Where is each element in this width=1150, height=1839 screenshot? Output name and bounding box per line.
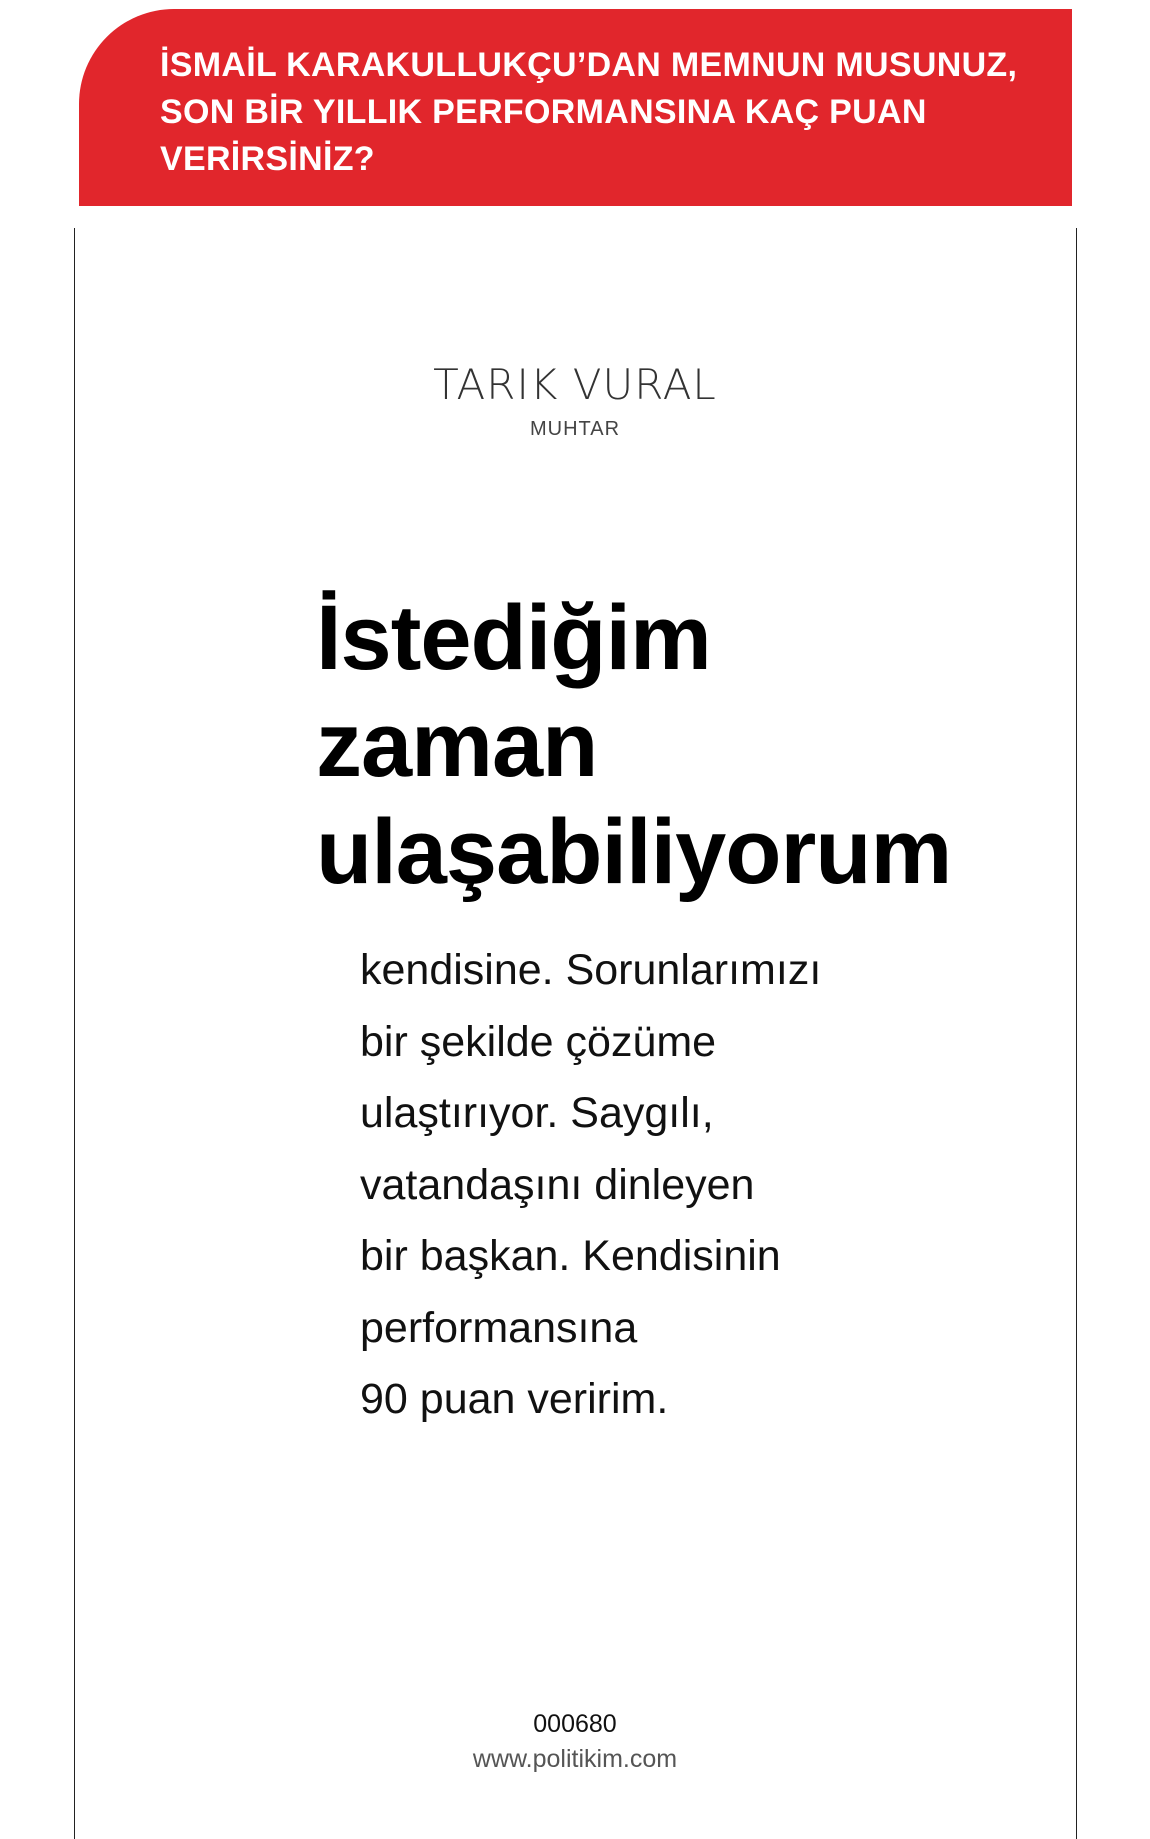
quote-body xyxy=(360,935,1040,1436)
person-name: TARIK VURAL xyxy=(433,360,717,409)
body-line: vatandaşını dinleyen xyxy=(360,1160,755,1209)
body-line: bir şekilde çözüme xyxy=(360,1017,717,1066)
body-line: bir başkan. Kendisinin xyxy=(360,1232,781,1280)
headline-line: ulaşabiliyorum xyxy=(316,801,952,903)
question-line: SON BİR YILLIK PERFORMANSINA KAÇ PUAN xyxy=(160,93,927,131)
body-line: 90 puan veririm. xyxy=(360,1375,669,1423)
headline-line: İstediğim xyxy=(316,587,711,689)
question-line: VERİRSİNİZ? xyxy=(160,140,375,178)
website-link[interactable]: www.politikim.com xyxy=(472,1745,678,1773)
body-line: kendisine. Sorunlarımızı xyxy=(360,946,822,994)
question-line: İSMAİL KARAKULLUKÇU’DAN MEMNUN MUSUNUZ, xyxy=(160,46,1018,84)
person-role: MUHTAR xyxy=(529,418,621,440)
headline-line: zaman xyxy=(316,694,598,796)
question-title xyxy=(160,42,1032,183)
body-line: ulaştırıyor. Saygılı, xyxy=(360,1089,714,1137)
frame-border-right xyxy=(1076,228,1077,1839)
question-banner xyxy=(79,9,1072,206)
document-code: 000680 xyxy=(533,1710,617,1738)
frame-border-left xyxy=(74,228,75,1839)
quote-headline xyxy=(316,585,1036,906)
body-line: performansına xyxy=(360,1303,638,1352)
